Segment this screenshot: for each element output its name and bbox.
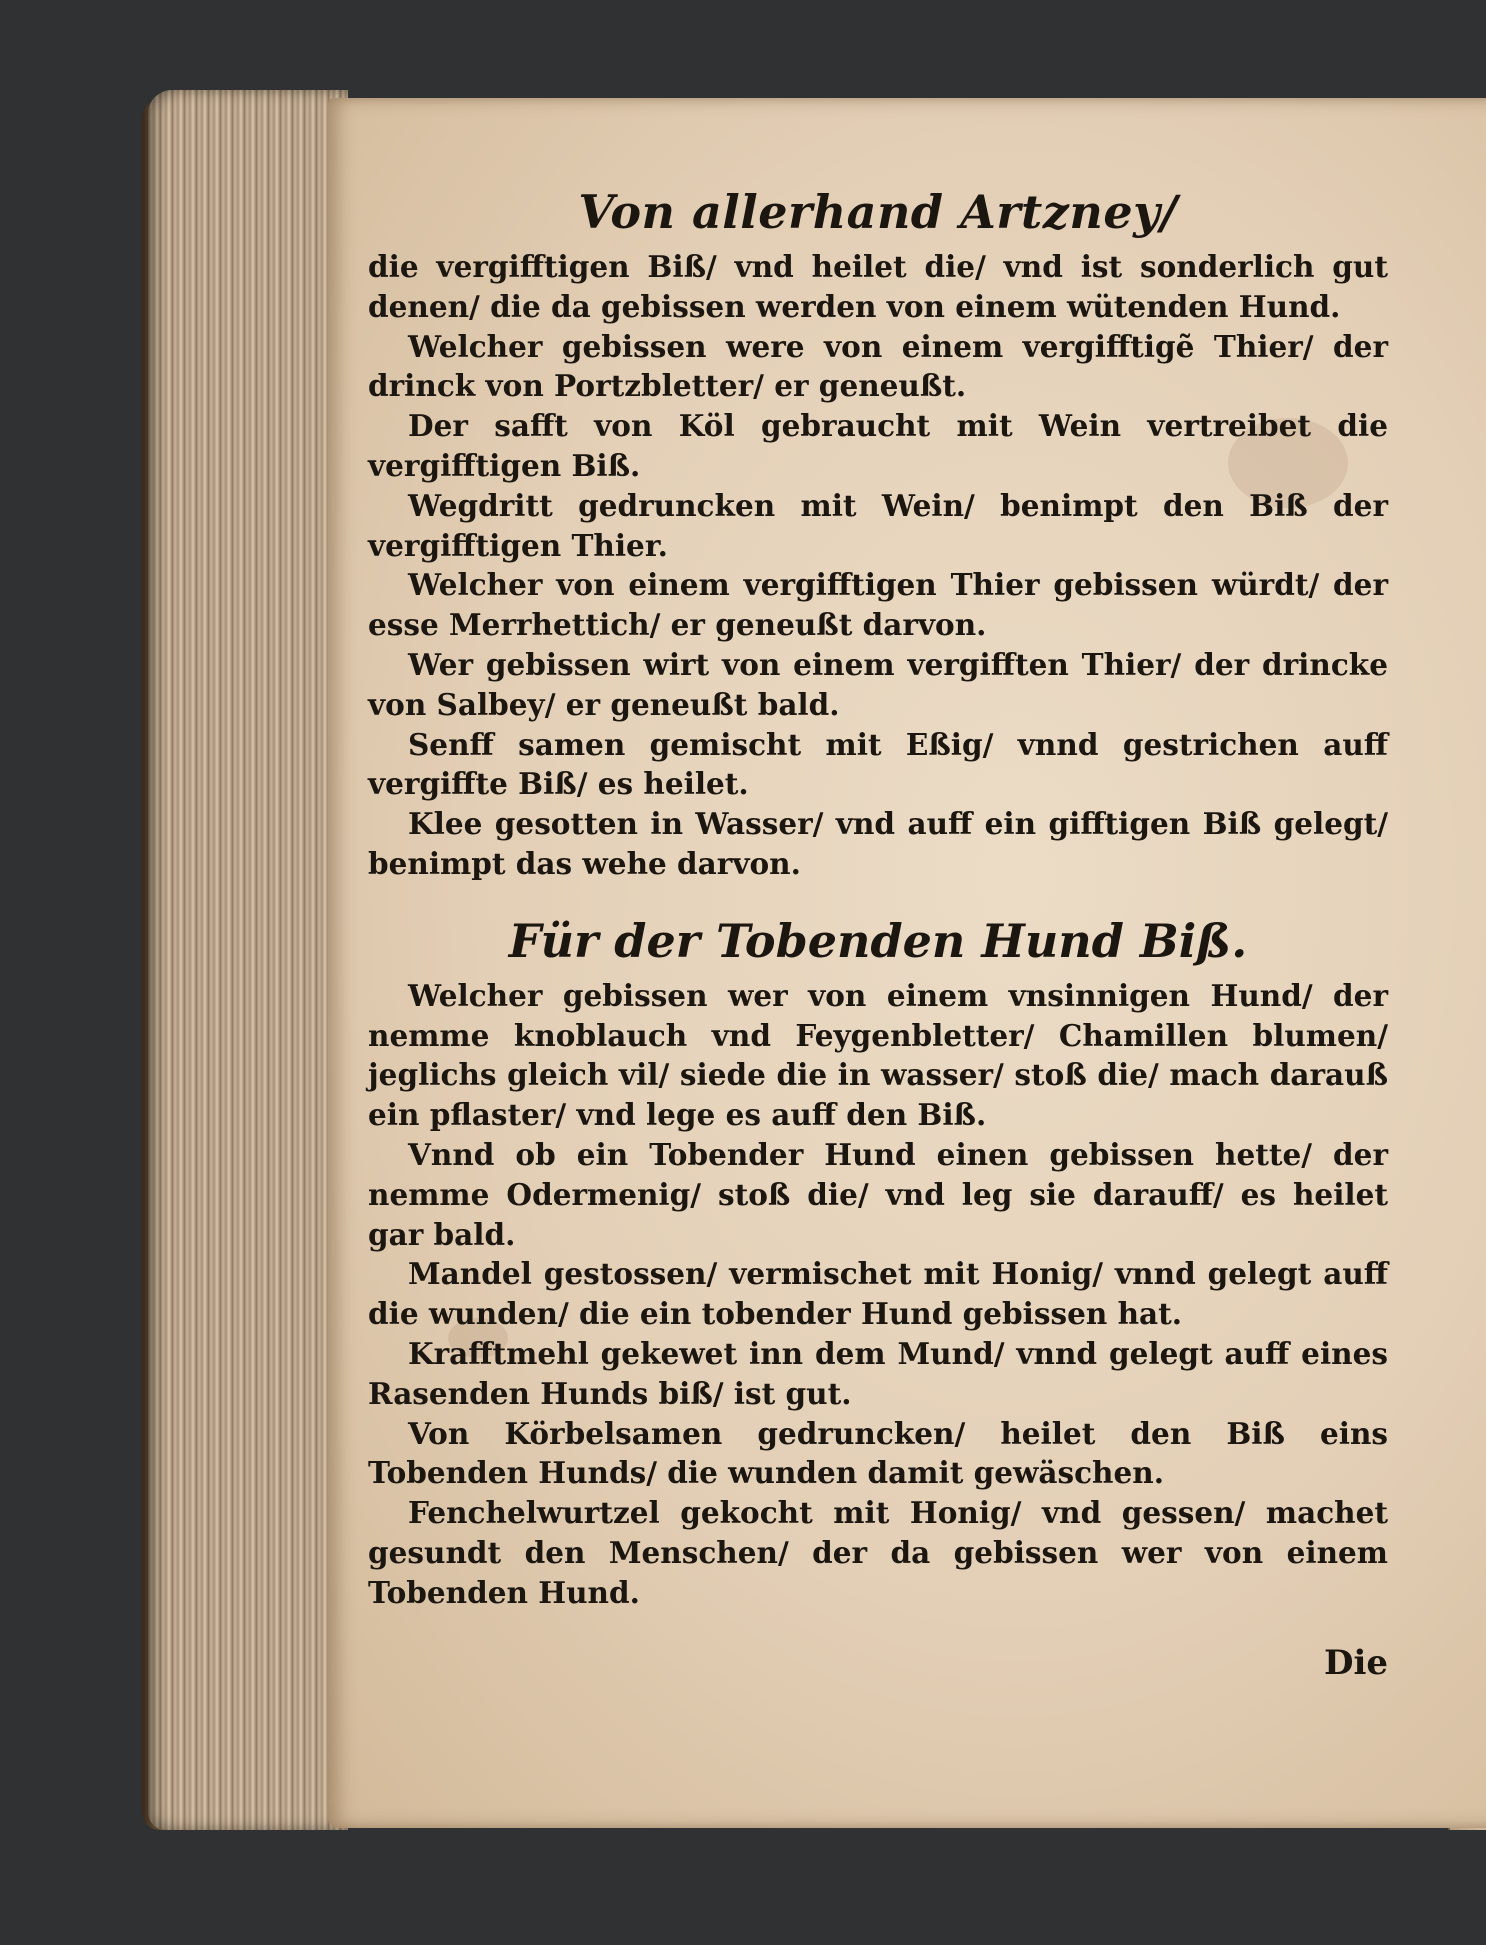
paragraph: Der safft von Köl gebraucht mit Wein vertreibet die vergifftigen Biß.: [368, 408, 1388, 483]
paragraph: Welcher gebissen were von einem vergifftigẽ Thier/ der drinck von Portzbletter/ er geneußt.: [368, 328, 1388, 404]
section-heading: Für der Tobenden Hund Biß.: [508, 913, 1248, 968]
paragraph: Vnnd ob ein Tobender Hund einen gebissen hette/ der nemme Odermenig/ stoß die/ vnd leg sie darauff/ es heilet gar bald.: [368, 1136, 1388, 1252]
paragraph: Welcher von einem vergifftigen Thier gebissen würdt/ der esse Merrhettich/ er geneußt darvon.: [368, 567, 1388, 643]
catchword: Die: [1323, 1642, 1388, 1683]
paragraph: Klee gesotten in Wasser/ vnd auff ein gifftigen Biß gelegt/ benimpt das wehe darvon.: [368, 806, 1388, 881]
page-edges: [148, 90, 348, 1830]
paragraph: Fenchelwurtzel gekocht mit Honig/ vnd gessen/ machet gesundt den Menschen/ der da gebissen wer von einem Tobenden Hund.: [368, 1495, 1388, 1610]
running-head: Von allerhand Artzney/: [578, 185, 1178, 239]
paragraph: Welcher gebissen wer von einem vnsinnigen Hund/ der nemme knoblauch vnd Feygenbletter/ Chamillen blumen/ jeglichs gleich vil/ siede die in wasser/ stoß die/ mach darauß ein pflaster/ vnd lege es auff den Biß.: [368, 977, 1388, 1133]
paragraph: Krafftmehl gekewet inn dem Mund/ vnnd gelegt auff eines Rasenden Hunds biß/ ist gut.: [368, 1335, 1388, 1411]
page-text: [368, 185, 1388, 1683]
paragraph: Von Körbelsamen gedruncken/ heilet den Biß eins Tobenden Hunds/ die wunden damit gewäschen.: [368, 1415, 1388, 1491]
top-paragraphs: [368, 247, 1388, 884]
paragraph: Wegdritt gedruncken mit Wein/ benimpt den Biß der vergifftigen Thier.: [368, 487, 1388, 563]
paragraph: die vergifftigen Biß/ vnd heilet die/ vnd ist sonderlich gut denen/ die da gebissen werden von einem wütenden Hund.: [368, 249, 1388, 324]
paragraph: Senff samen gemischt mit Eßig/ vnnd gestrichen auff vergiffte Biß/ es heilet.: [368, 726, 1388, 802]
paragraph: Mandel gestossen/ vermischet mit Honig/ vnnd gelegt auff die wunden/ die ein tobender Hund gebissen hat.: [368, 1256, 1388, 1332]
paragraph: Wer gebissen wirt von einem vergifften Thier/ der drincke von Salbey/ er geneußt bald.: [368, 646, 1388, 722]
bottom-paragraphs: [368, 976, 1388, 1613]
